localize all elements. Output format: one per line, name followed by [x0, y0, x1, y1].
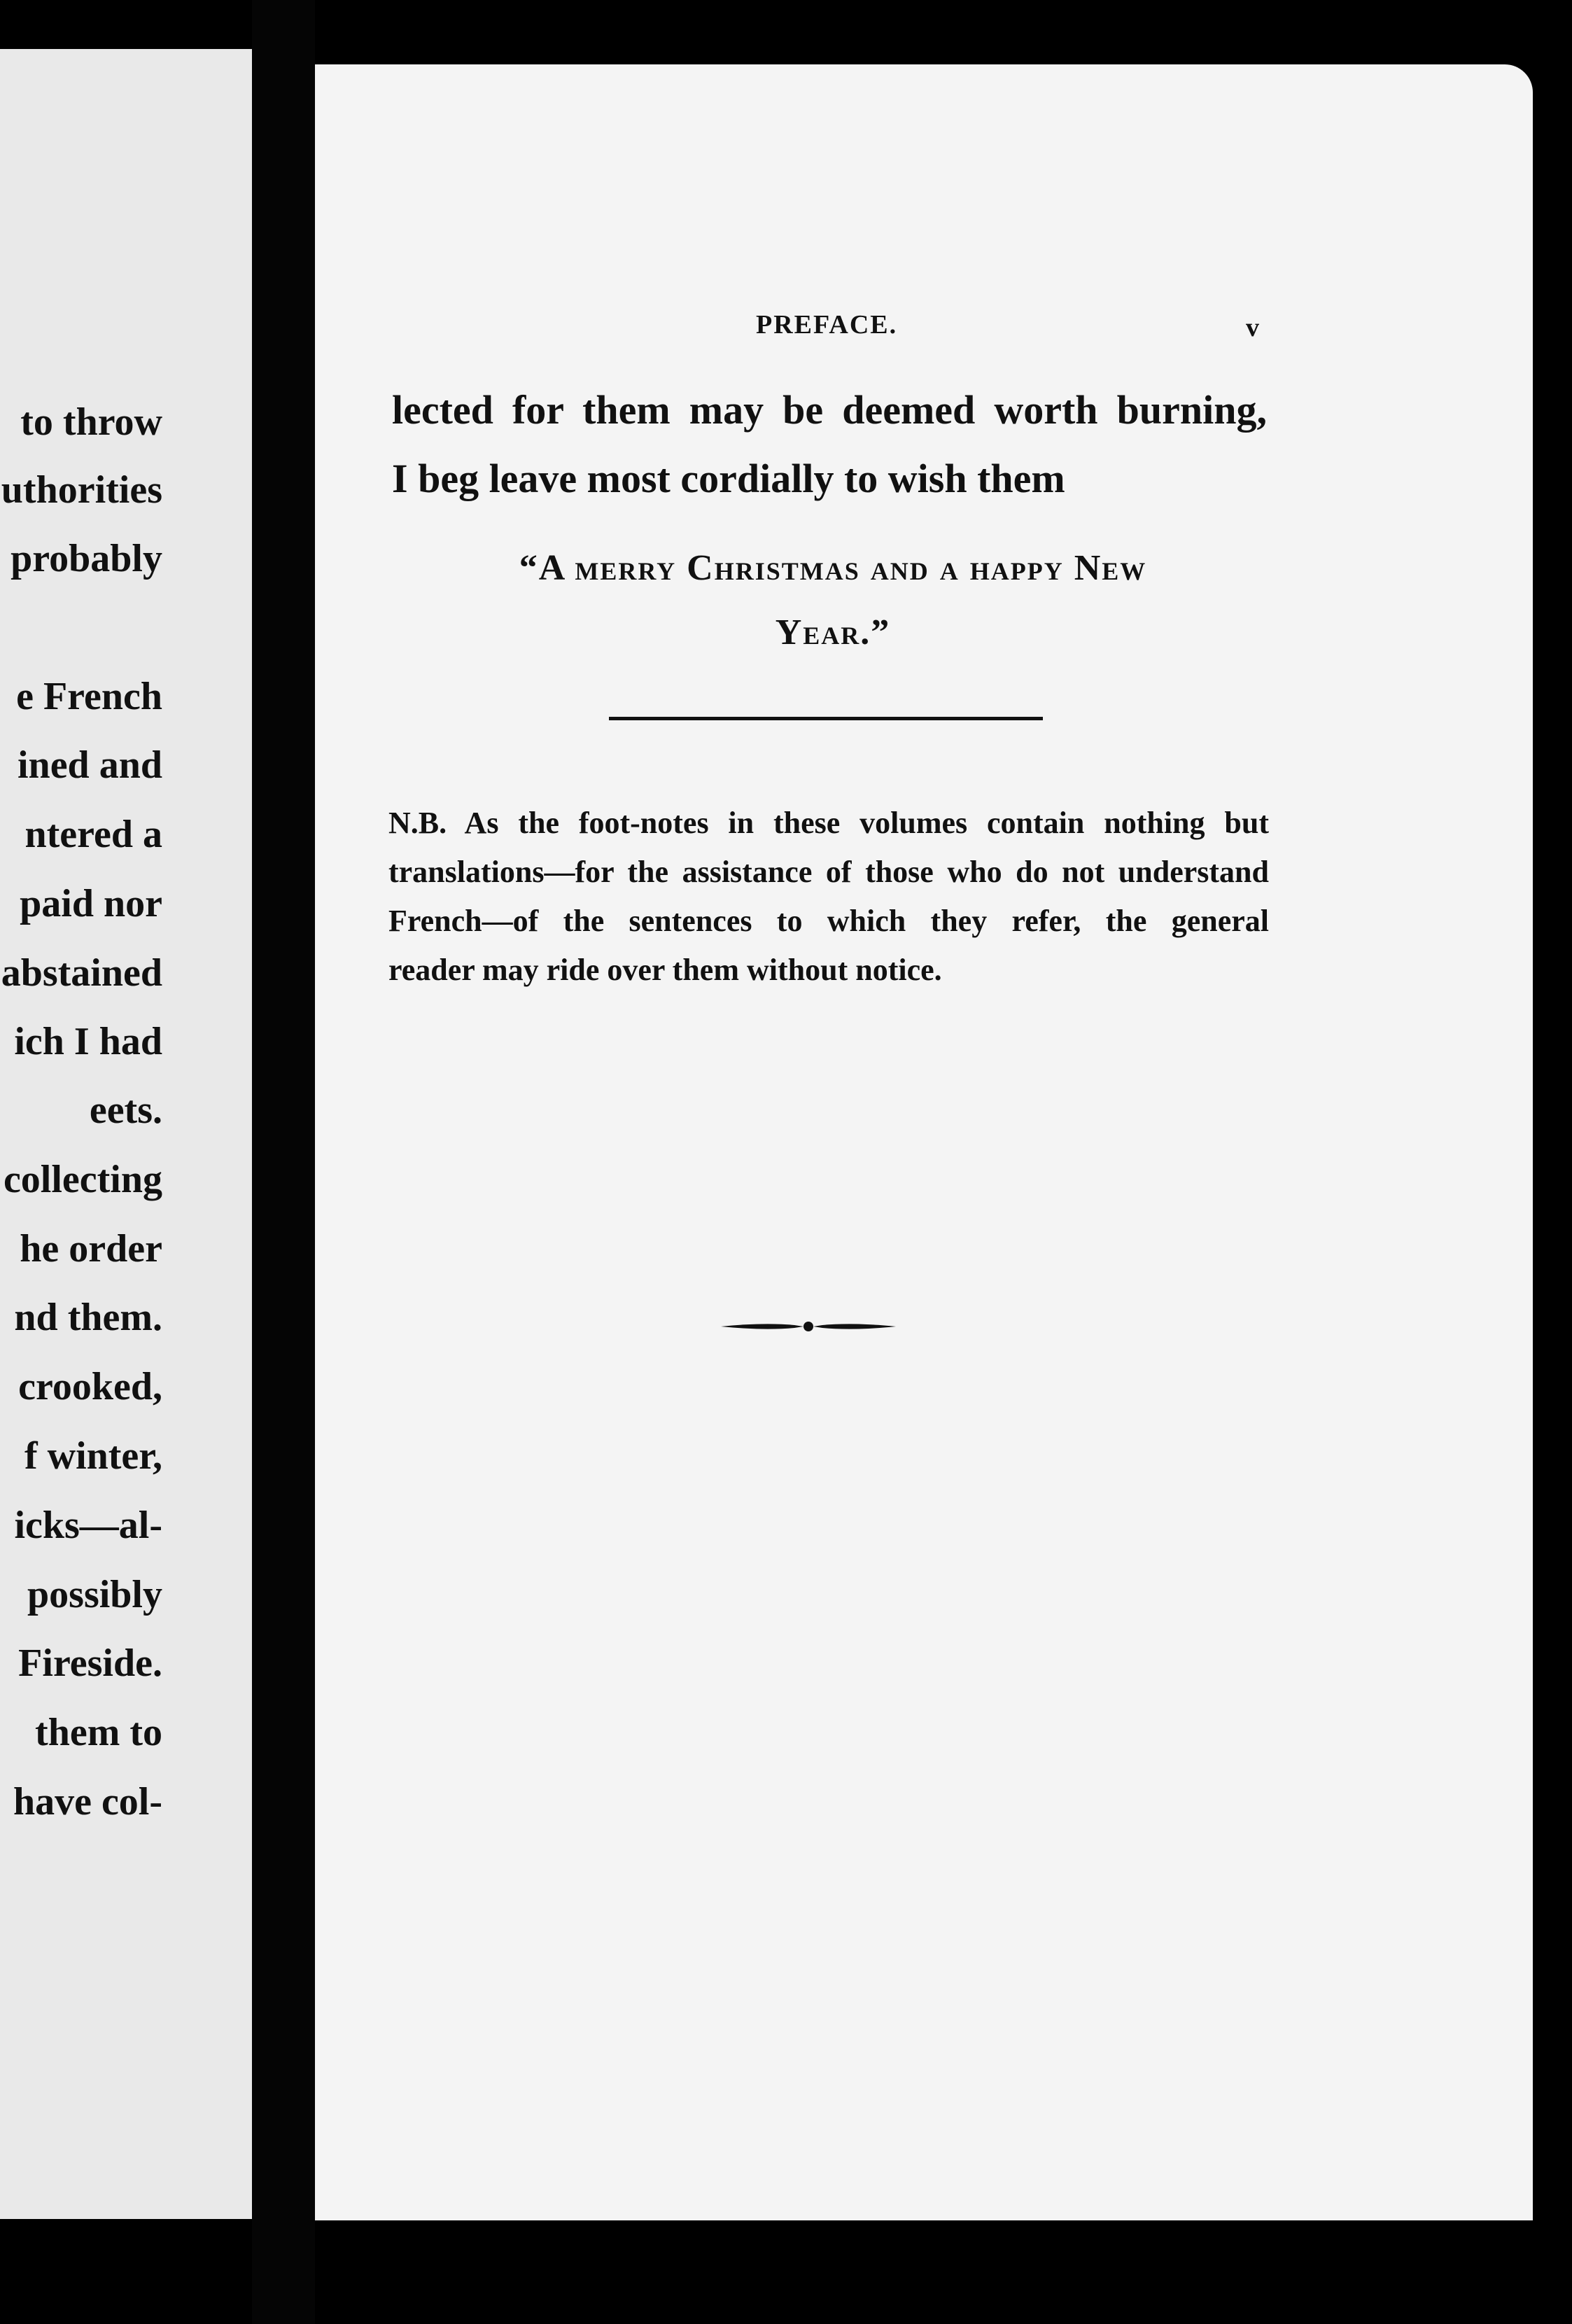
body-text-line: I beg leave most cordially to wish them — [392, 456, 1065, 501]
left-page-line: collecting — [3, 1158, 162, 1201]
footnote-remark-line: French—of the sentences to which they refer, the general — [388, 904, 1269, 938]
left-page-line: crooked, — [18, 1365, 162, 1408]
left-page-line: abstained — [1, 951, 162, 995]
footnote-remark-line: translations—for the assistance of those who do not understand — [388, 855, 1269, 889]
left-page-line: them to — [35, 1711, 162, 1754]
book-gutter — [252, 0, 315, 2324]
left-page-line: probably — [10, 537, 162, 580]
left-page-line: he order — [20, 1227, 162, 1270]
left-page-line: to throw — [20, 400, 162, 444]
footnote-remark-line: N.B. As the foot-notes in these volumes contain nothing but — [388, 806, 1269, 840]
footnote-remark-line: reader may ride over them without notice. — [388, 953, 942, 987]
left-page-line: nd them. — [14, 1296, 162, 1339]
horizontal-rule — [609, 717, 1043, 720]
left-page-line: eets. — [89, 1088, 162, 1132]
left-page-line: ntered a — [24, 813, 162, 856]
ornament-divider-icon — [721, 1316, 896, 1337]
preface-page — [315, 64, 1533, 2220]
page-number: v — [1246, 313, 1259, 342]
left-page-line: icks—al- — [14, 1504, 162, 1547]
left-page-line: uthorities — [1, 468, 162, 512]
christmas-greeting-line: “A merry Christmas and a happy New — [519, 548, 1147, 588]
left-page-line: ined and — [17, 743, 162, 787]
christmas-greeting-line: Year.” — [775, 612, 891, 652]
left-page-line: ich I had — [14, 1020, 162, 1063]
body-text-line: lected for them may be deemed worth burning, — [392, 387, 1267, 433]
left-page-line: Fireside. — [18, 1642, 162, 1685]
left-page-line: possibly — [27, 1573, 162, 1616]
left-page-line: e French — [16, 675, 162, 718]
left-page-line: f winter, — [24, 1434, 162, 1478]
running-head — [315, 309, 1533, 358]
running-title: PREFACE. — [756, 310, 898, 340]
left-page-line: paid nor — [20, 882, 162, 925]
left-facing-page — [0, 49, 252, 2219]
left-page-line: have col- — [13, 1780, 162, 1823]
